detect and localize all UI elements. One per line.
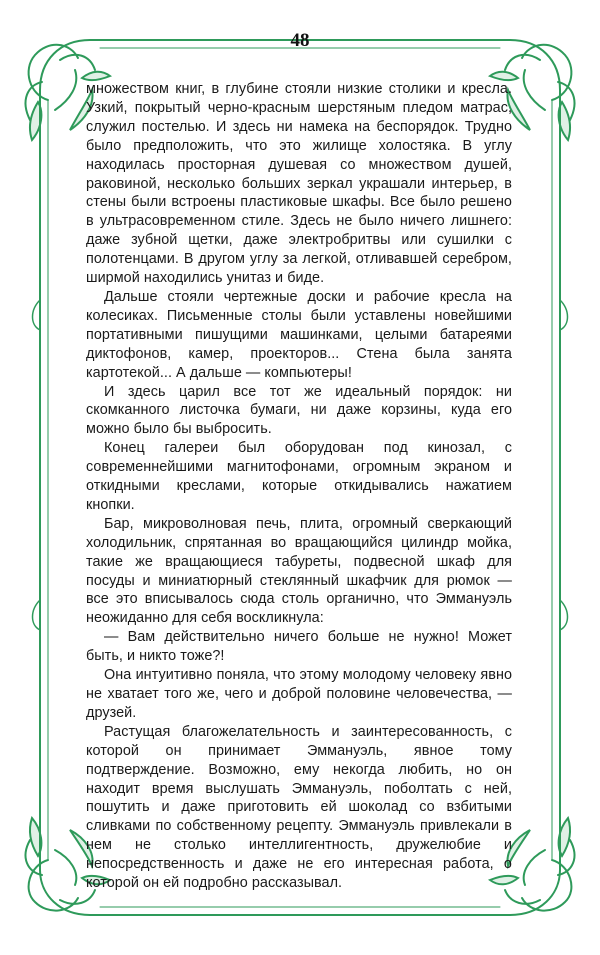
paragraph: множеством книг, в глубине стояли низкие столики и кресла. Узкий, покрытый черно-красным шерстяным пледом матрас, служил постелью. И здесь ни намека на беспорядок. Трудно было предположить, что это жилище холостяка. В углу находилась просторная душевая со множеством душей, раковиной, несколько больших зеркал украшали интерьер, в стены были встроены пластиковые шкафы. Все было решено в ультрасовременном стиле. Здесь не было ничего лишнего: даже зубной щетки, даже электробритвы или сушилки с полотенцами. В другом углу за легкой, отливавшей серебром, ширмой находились унитаз и биде. xyxy=(86,81,512,287)
side-vine-right xyxy=(560,300,568,630)
paragraph: И здесь царил все тот же идеальный порядок: ни скомканного листочка бумаги, ни даже корзины, куда его можно было бы выбросить. xyxy=(86,383,512,438)
dialogue-line: — Вам действительно ничего больше не нужно! Может быть, и никто тоже?! xyxy=(86,629,512,665)
paragraph: Дальше стояли чертежные доски и рабочие кресла на колесиках. Письменные столы были уставлены новейшими портативными пишущими машинками, целыми батареями диктофонов, камер, проекторов... Стена была занята картотекой... А дальше — компьютеры! xyxy=(86,288,512,381)
paragraph: Конец галереи был оборудован под кинозал, с современнейшими магнитофонами, огромным экраном и откидными креслами, которые откидывались нажатием кнопки. xyxy=(86,440,512,513)
paragraph: Растущая благожелательность и заинтересованность, с которой он принимает Эммануэль, явное тому подтверждение. Возможно, ему некогда любить, но он находит время выслушать Эммануэль, поболтать с ней, пошутить и даже приготовить ей шоколад со взбитыми сливками по собственному рецепту. Эммануэль привлекали в нем не столько интеллигентность, дружелюбие и непосредственность и даже не его интересная работа, о которой он ей подробно рассказывал. xyxy=(86,723,512,892)
body-text xyxy=(86,80,512,893)
side-vine-left xyxy=(33,300,41,630)
page-number: 48 xyxy=(290,30,310,51)
paragraph: Она интуитивно поняла, что этому молодому человеку явно не хватает того же, чего и доброй половине человечества, — друзей. xyxy=(86,667,512,721)
paragraph: Бар, микроволновая печь, плита, огромный сверкающий холодильник, спрятанная во вращающийся цилиндр мойка, такие же вращающиеся табуреты, подвесной шкаф для посуды и миниатюрный стеклянный шкафчик для рюмок — все это вписывалось сюда столь органично, что Эммануэль неожиданно для себя воскликнула: xyxy=(86,515,512,627)
